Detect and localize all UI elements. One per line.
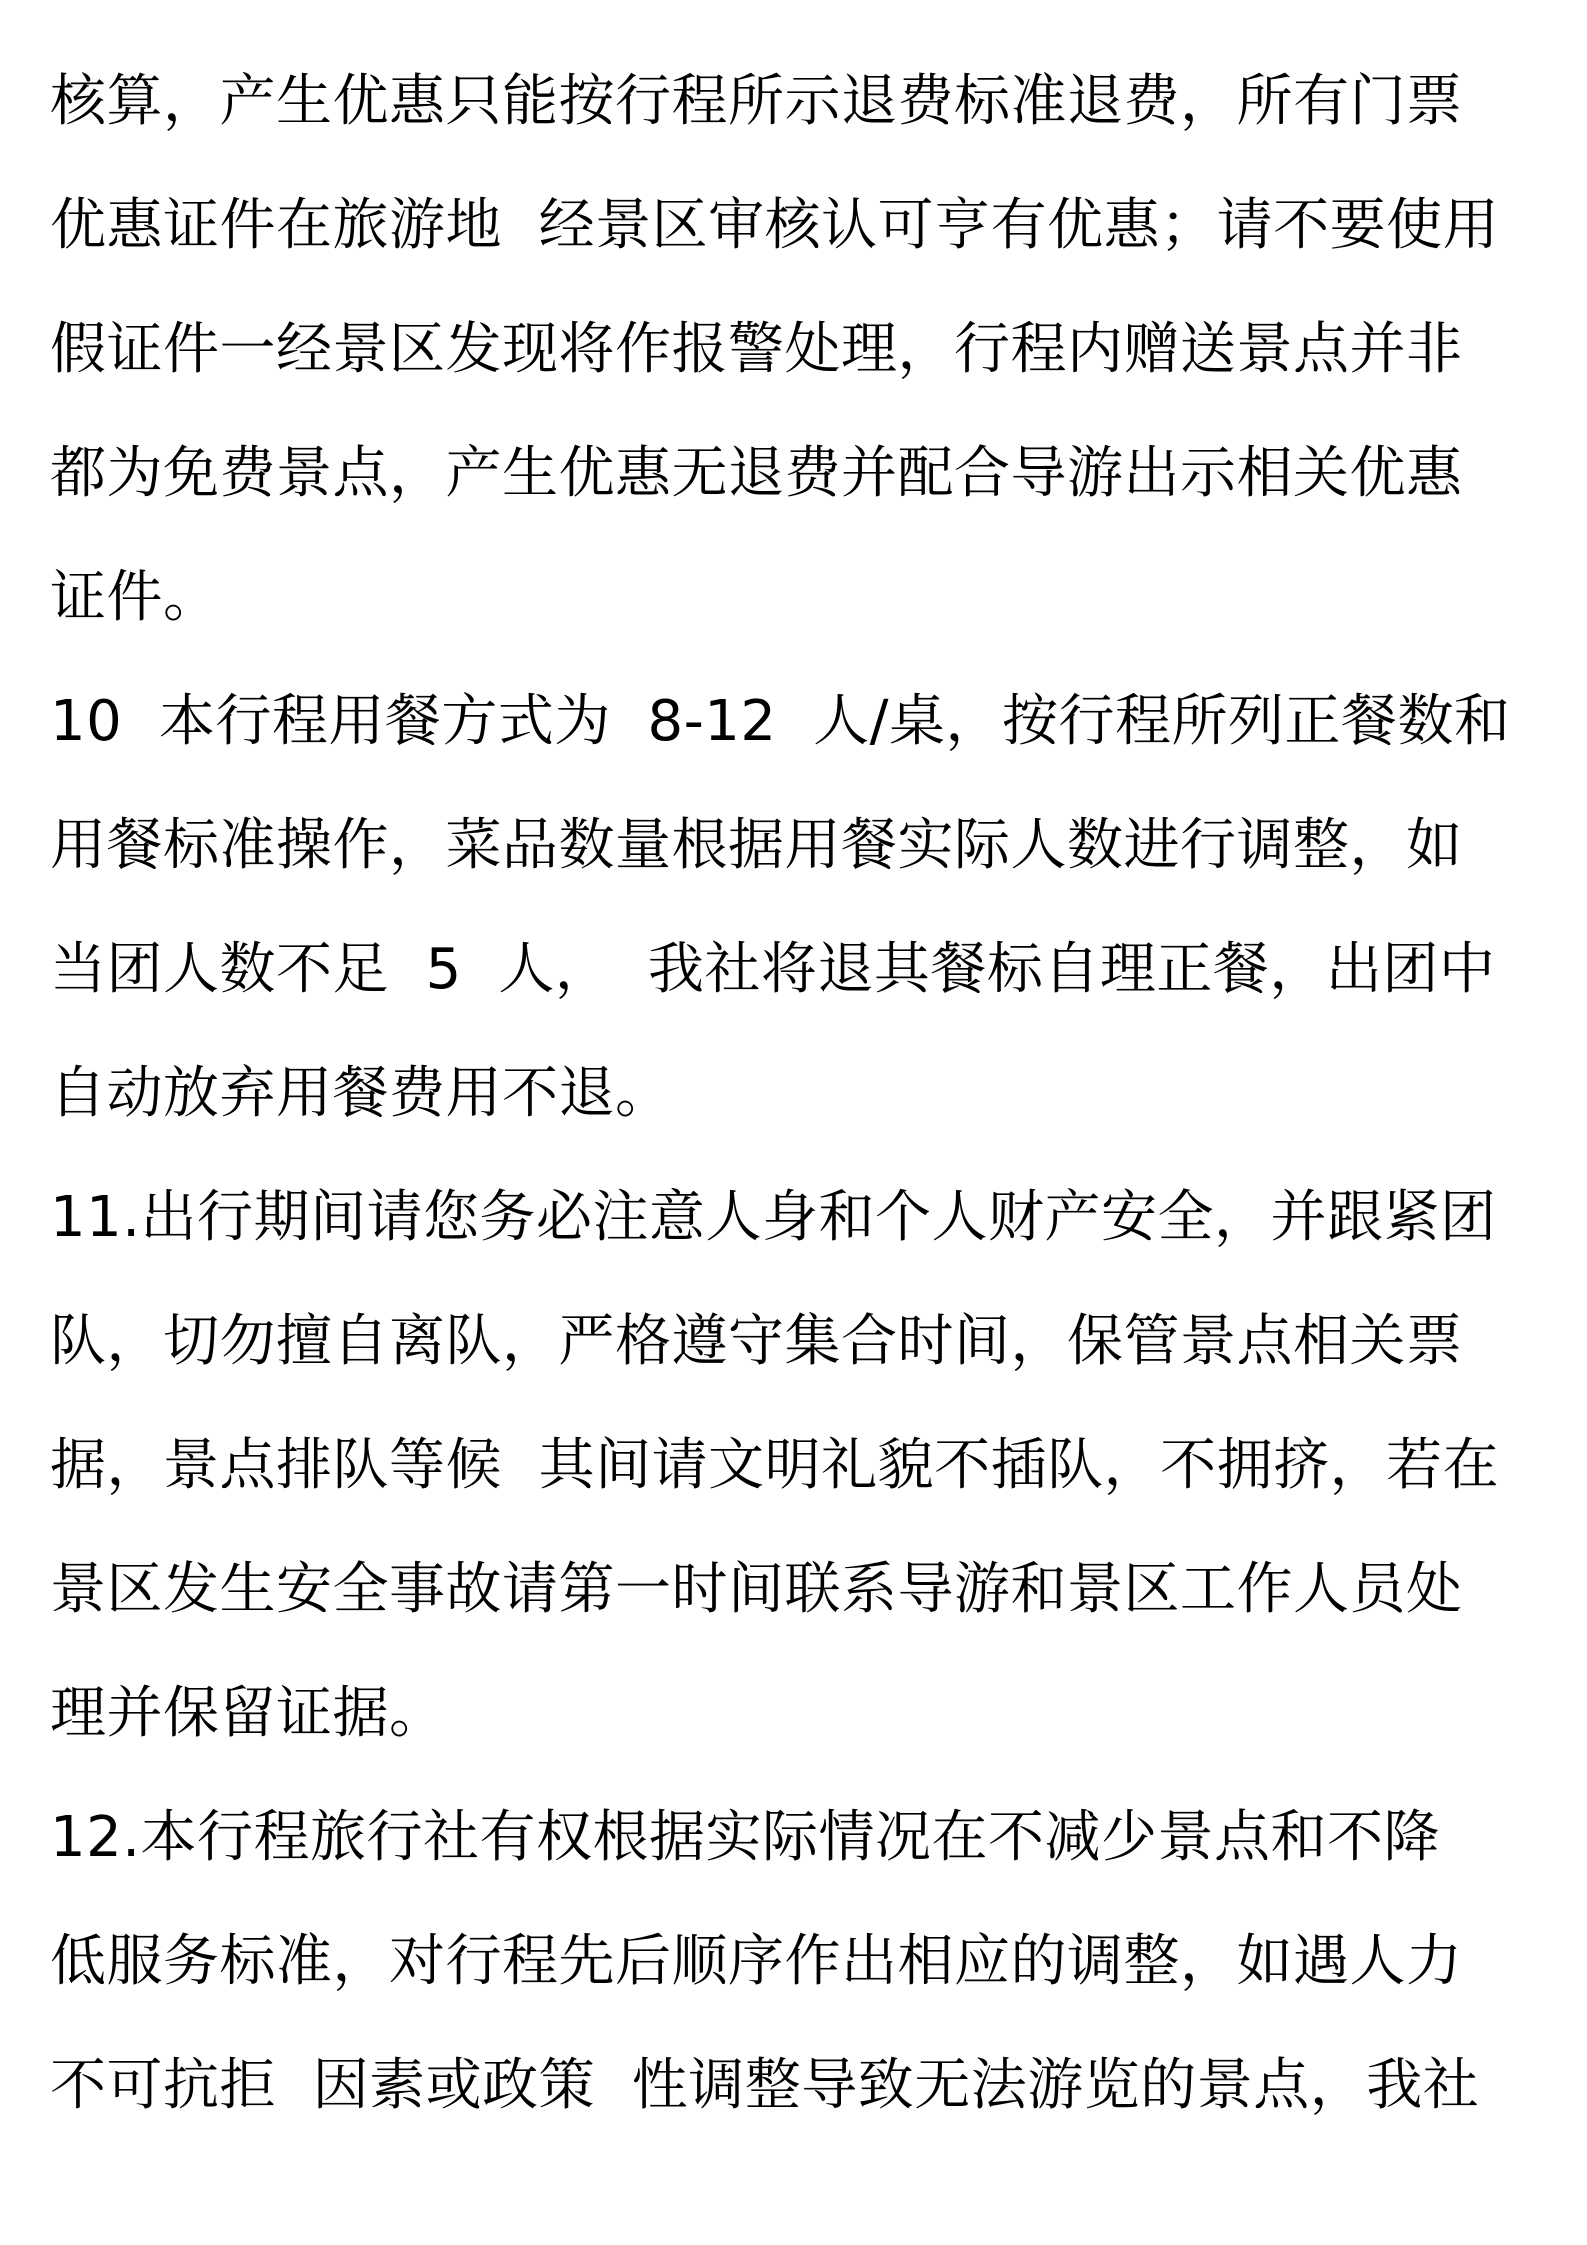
text-line: 证件。 — [50, 565, 220, 630]
text-line: 据，景点排队等候 其间请文明礼貌不插队，不拥挤，若在 — [50, 1433, 1500, 1498]
text-line: 低服务标准，对行程先后顺序作出相应的调整，如遇人力 — [50, 1929, 1463, 1994]
text-line: 核算，产生优惠只能按行程所示退费标准退费，所有门票 — [50, 69, 1463, 134]
text-line: 理并保留证据。 — [50, 1681, 446, 1746]
text-line: 假证件一经景区发现将作报警处理，行程内赠送景点并非 — [50, 317, 1463, 382]
text-line: 优惠证件在旅游地 经景区审核认可亨有优惠；请不要使用 — [50, 193, 1500, 258]
text-line: 10 本行程用餐方式为 8-12 人/桌，按行程所列正餐数和 — [50, 689, 1511, 754]
text-line: 用餐标准操作，菜品数量根据用餐实际人数进行调整，如 — [50, 813, 1463, 878]
text-line: 景区发生安全事故请第一时间联系导游和景区工作人员处 — [50, 1557, 1463, 1622]
text-line: 都为免费景点，产生优惠无退费并配合导游出示相关优惠 — [50, 441, 1463, 506]
text-line: 自动放弃用餐费用不退。 — [50, 1061, 672, 1126]
text-line: 12.本行程旅行社有权根据实际情况在不减少景点和不降 — [50, 1805, 1441, 1870]
text-line: 当团人数不足 5 人， 我社将退其餐标自理正餐，出团中 — [50, 937, 1496, 1002]
text-line: 队，切勿擅自离队，严格遵守集合时间，保管景点相关票 — [50, 1309, 1463, 1374]
text-line: 11.出行期间请您务必注意人身和个人财产安全，并跟紧团 — [50, 1185, 1497, 1250]
text-line: 不可抗拒 因素或政策 性调整导致无法游览的景点，我社 — [50, 2053, 1480, 2118]
body-text — [50, 40, 1560, 2148]
